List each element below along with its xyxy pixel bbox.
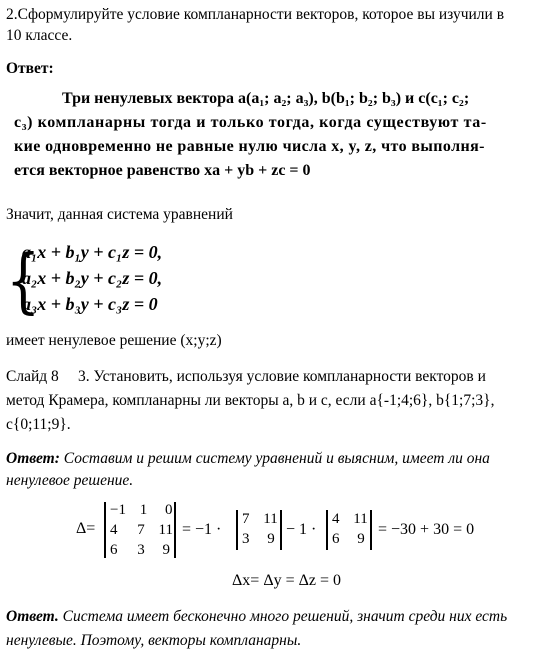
m23: 11 (158, 522, 173, 538)
minor2-12: 11 (353, 511, 368, 527)
minor1-row-1 (242, 511, 278, 528)
m11: −1 (110, 502, 126, 518)
slide-label: Слайд 8 (6, 368, 59, 385)
system-equation-3: a₃x + b₃y + c₃z = 0 (22, 294, 158, 314)
det-bar-right (174, 502, 176, 558)
delta-symbol: Δ= (76, 520, 96, 537)
m12: 1 (139, 502, 148, 518)
m13: 0 (164, 502, 173, 518)
answer2-line-1 (6, 450, 490, 468)
minor2-22: 9 (357, 531, 365, 547)
m22: 7 (137, 522, 145, 538)
conclusion-text-1: Система имеет бесконечно много решений, значит среди них есть (58, 608, 508, 625)
minor1-22: 9 (267, 531, 275, 547)
minor1-bar-left (236, 510, 238, 550)
slide-line-1: 3. Установить, используя условие компланарности векторов и (78, 368, 486, 385)
theorem-line-3: кие одновременно не равные нулю числа x, y, z, что выполня- (14, 138, 485, 155)
matrix-row-2 (110, 522, 173, 539)
theorem-line-1: Три ненулевых вектора a(a₁; a₂; a₃), b(b₁; b₂; b₃) и c(c₁; c₂; (62, 90, 470, 107)
matrix-row-3 (110, 542, 170, 559)
m21: 4 (110, 522, 118, 538)
theorem-line-2: c₃) компланарны тогда и только тогда, когда существуют та- (14, 114, 487, 131)
minor2-11: 4 (332, 511, 340, 527)
answer2-label: Ответ: (6, 450, 60, 467)
slide-line-3: c{0;11;9}. (6, 416, 71, 433)
answer-label: Ответ: (6, 60, 54, 77)
nonzero-solution-text: имеет ненулевое решение (x;y;z) (6, 332, 222, 349)
minor2-row-2 (332, 531, 365, 548)
minor1-11: 7 (242, 511, 250, 527)
coef-1: = −1 · (182, 521, 222, 538)
theorem-line-4: ется векторное равенство xa + yb + zc = 0 (14, 162, 311, 179)
conclusion-line-2: ненулевые. Поэтому, векторы компланарны. (6, 632, 302, 649)
m33: 9 (162, 542, 170, 558)
question-line-2: 10 классе. (6, 27, 73, 44)
m31: 6 (110, 542, 118, 558)
minor2-21: 6 (332, 531, 340, 547)
minor1-bar-right (280, 510, 282, 550)
conclusion-line-1 (6, 608, 507, 626)
system-brace: { (6, 239, 41, 322)
det-bar-left (104, 502, 106, 558)
mid-term: − 1 · (286, 521, 317, 538)
m32: 3 (137, 542, 145, 558)
answer2-line-2: ненулевое решение. (6, 472, 134, 489)
conclusion-label: Ответ. (6, 608, 59, 625)
partial-deltas: Δx= Δy = Δz = 0 (232, 572, 342, 589)
minor2-row-1 (332, 511, 368, 528)
minor2-bar-left (326, 510, 328, 550)
question-line-1: 2.Сформулируйте условие компланарности векторов, которое вы изучили в (6, 6, 505, 23)
slide-line-2: метод Крамера, компланарны ли векторы a, b и c, если a{-1;4;6}, b{1;7;3}, (6, 392, 495, 409)
minor2-bar-right (370, 510, 372, 550)
system-intro: Значит, данная система уравнений (6, 206, 233, 223)
minor1-12: 11 (263, 511, 278, 527)
answer2-text-1: Составим и решим систему уравнений и выясним, имеет ли она (59, 450, 490, 467)
det-result: = −30 + 30 = 0 (378, 521, 475, 538)
system-equation-2: a₂x + b₂y + c₂z = 0, (22, 268, 163, 288)
system-equation-1: a₁x + b₁y + c₁z = 0, (22, 242, 163, 262)
minor1-21: 3 (242, 531, 250, 547)
matrix-row-1 (110, 502, 172, 519)
minor1-row-2 (242, 531, 275, 548)
